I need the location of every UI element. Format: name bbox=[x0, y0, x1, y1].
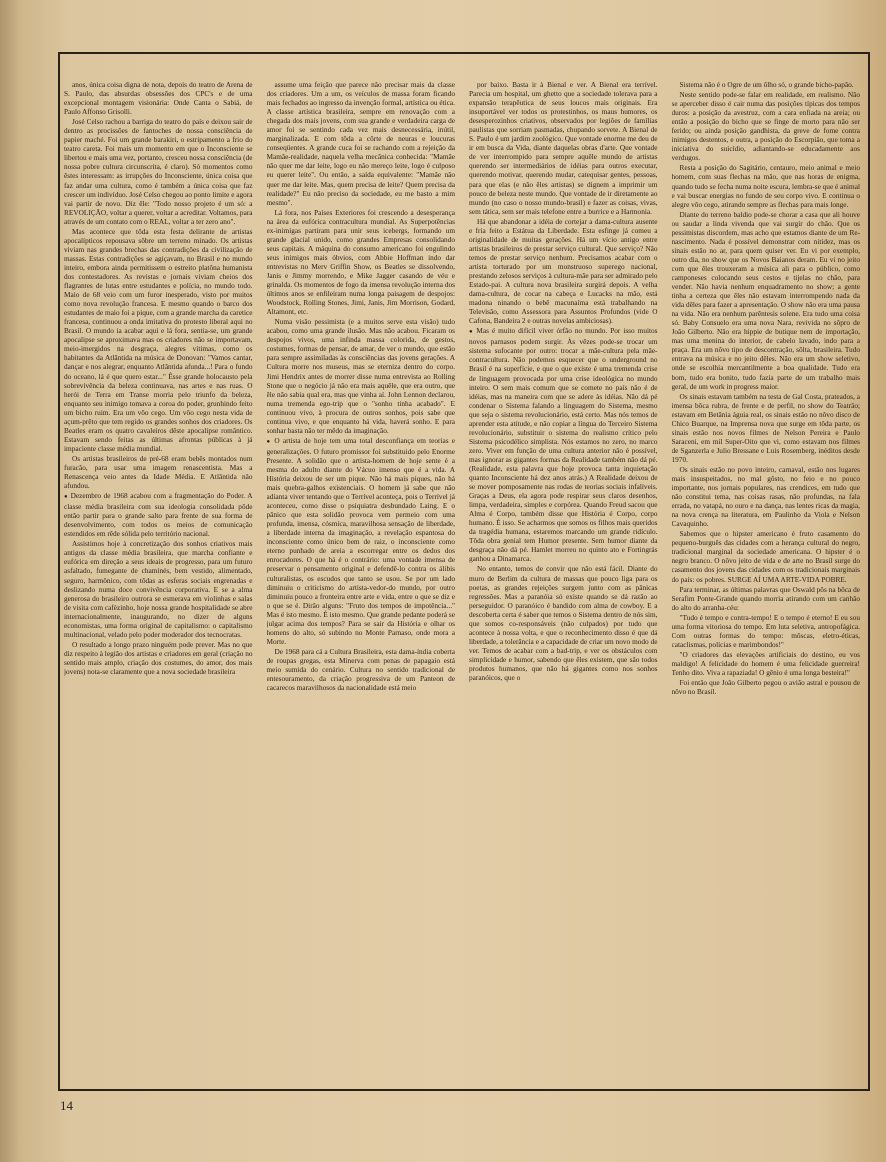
article-paragraph: Para terminar, as últimas palavras que Oswald pôs na bôca de Serafim Ponte-Grande quando morria atirando com um canhão do alto do arranha-céu: bbox=[671, 584, 860, 612]
article-paragraph: Diante do terreno baldio pode-se chorar a casa que ali houve ou saudar a linda vivenda que vai surgir do chão. Que os pessimistas discordem, mas acho que estamos diante de um Re-nascimento. Nada é possível demonstrar com nitidez, mas os sinais estão no ar, para quem quiser ver. Eu vi por exemplo, outro dia, no show que os Novos Baianos deram. Eu vi no jeito com que êles trouxeram a música ali para o público, como camponeses colocando seus cestos e tijelas no chão, para vender. Não havia nenhum enquadramento no show; a gente tinha a certeza que êles não estavam interrompendo nada da vida dêles para fazer a apresentação. O show não era uma pausa na vida. Não era nenhum parêntesis solene. Era tudo uma coisa só. Baby Consuelo era uma nova Nara, revivida no sôpro de João Gilberto. Não era hippie de butique nem de importação, mas uma menina do interior, de cabelo lavado, indo para a praça. Era um nôvo tipo de descontração, sôlta, brasileira. Tudo entrava na música e no jeito dêles. Não era um show seletivo, onde se escolhia mercantilmente a boa qualidade. Tudo era bom, tudo era bonito, tudo fazia parte de um trabalho mais geral, de um work in progress maior. bbox=[671, 209, 860, 391]
article-paragraph: Sabemos que o hipster americano é fruto casamento do pequeno-burguês das cidades com a herança cultural do negro, tradicional marginal da sociedade americana. O hipster é o negro branco. O nôvo jeito de vida e de arte no Brasil surge do casamento dos jovens das cidades com os tradicionais marginais do país: os pobres. SURGE AÍ UMA ARTE-VIDA POBRE. bbox=[671, 529, 860, 584]
article-paragraph: anos, única coisa digna de nota, depois do teatro de Arena de S. Paulo, das absurdas obsessões dos CPC's e de uma excepcional montagem visionária: Onde Canta o Sabiá, de Paulo Affonso Grisolli. bbox=[64, 80, 253, 117]
article-column-2 bbox=[267, 80, 456, 1080]
article-column-4 bbox=[672, 80, 861, 1080]
article-paragraph: ● Mas é muito difícil viver órfão no mundo. Por isso muitos novos parnasos podem surgir. Às vêzes pode-se trocar um sistema sufocante por outro: trocar a mãe-cultura pela mãe-contracultura. Não podemos esquecer que o underground no Brasil é na superfície, e que o que existe é uma tremenda crise de linguagem provocada por uma crise ideológica no mundo inteiro. O sem mais comum que se comete no país não é de idéias, mas na maneira com que se adere às idéias. Não dá pé condenar o Sistema falando a linguagem do Sistema, mesmo que seja o sistema revolucionário, está certo. Mas nós temos de aprender esta atitude, e não copiar a língua do Terceiro Sistema revolucionário, substituir o sistema do realismo crítico pelo Sistema psicodélico simplista. Nós estamos no zero, no marco zero. Viver em função de uma cultura anterior não é possível, mas ignorar as gigantes formas da Realidade também não dá pé. (Realidade, esta palavra que hoje provoca tanta inquietação quanto Inconsciente há dez anos atrás.) A Realidade deixou de se mover pomposamente nas rodas de teorias sociais infalíveis. Graças a Deus, ela agora pode respirar seus claros desenhos, limpa, verdadeira, simples e corpórea. Quando Freud sacou que Alma é Corpo, também disse que História é Corpo, corpo humano. É isso. Se acharmos que somos os filhos mais queridos da tragédia humana, estaremos marcando um grande ridículo. Tôda obra genial tem Humor presente. Sem humor diante da desgraça não dá pé. Hamlet morreu no quinto ato e Fortingrás ganhou a Dinamarca. bbox=[469, 326, 658, 563]
article-paragraph: Há que abandonar a idéia de cortejar a dama-cultura ausente e fria feito a Estátua da Liberdade. Esta esfinge já comeu a originalidade de muitas gerações. Há um vício antigo entre artistas brasileiros de prestar serviço cultural. Que serviço? Não temos de prestar serviço nenhum. Precisamos acabar com o artista torturado por um monstruoso superego nacional, prestando zelosos serviços à cultura-mãe para ser admirado pelo Estado-pai. A cultura nova brasileira surgirá depois. A velha dama-cultura, de cocar na cabeça e Lucacks na mão, está madona ninando o bebê macunaíma está trabalhando na Televisão, como Assessora para Assuntos Profundos (vide O Cafona, Bandeira 2 e outras novelas ambiciosas). bbox=[469, 216, 658, 326]
article-paragraph: Os sinais estão no povo inteiro, carnaval, estão nos lugares mais insuspeitados, no mal gôsto, no feio e no pouco importante, nos jornais populares, nas crendices, em tudo que não constitui tema, nas coisas rasas, não profundas, na fala errada, no vatapá, no ouro e na dança, nas lentes ricas da magia, na nova crença na literatura, em Paulinho da Viola e Nelson Cavaquinho. bbox=[671, 464, 860, 529]
article-paragraph: O resultado a longo prazo ninguém pode prever. Mas no que diz respeito à legião dos artistas e criadores em geral (criação no sentido mais amplo, criação dos costumes, do amor, dos mais jovens) nota-se claramente que a nova sociedade brasileira bbox=[64, 639, 253, 676]
article-paragraph: Os artistas brasileiros de pré-68 eram bebês montados num furacão, para usar uma imagem renascentista. Mas a Renascença veio antes da Idade Média. E Atlântida não afundou. bbox=[64, 453, 253, 491]
article-paragraph: "Tudo é tempo e contra-tempo! E o tempo é eterno! E eu sou uma forma vitoriosa do tempo. Em luta seletiva, antropofágica. Com outras formas do tempo: môscas, eletro-éticas, cataclismas, polícias e marimbondos!" bbox=[671, 612, 860, 649]
article-paragraph: Lá fora, nos Países Exteriores foi crescendo a desesperança na área da eufórica contracultura mundial. As Superpotências ex-inimigas partiram para unir seus icebergs, formando um grande glacial unido, como grandes Empresas consolidando seus capitais. A máquina do consumo americano foi engulindo seus inimigos mais óbvios, com Abbie Hoffman indo dar entrevistas no Merv Griffin Show, os Beatles se dissolvendo, Janis e Jimmy morrendo, e Mike Jagger casando de véu e grinalda. Os momentos de fogo da imensa revolução interna dos últimos anos se enfileiram numa longa paisagem de despojos: Woodstock, Rolling Stones, Jimi, Janis, Jim Morrison, Godard, Altamont, etc. bbox=[266, 207, 455, 317]
article-columns bbox=[64, 80, 860, 1080]
article-paragraph: Foi então que João Gilberto pegou o avião astral e pousou de nôvo no Brasil. bbox=[671, 678, 860, 697]
article-paragraph: Os sinais estavam também na testa de Gal Costa, prateados, a imensa bôca rubra, de frente e de perfil, no show do Teatrão; estavam em Betânia águia real, os sinais estão no nôvo disco de Chico Buarque, na Imprensa nova que surge em tôda parte, os sinais estão nos novos filmes de Nelson Pereira e Paulo Saraceni, em mil Super-Oito que vi, como estavam nos filmes de Sganzerla e Julio Bressane e Luis Rosemberg, inéditos desde 1970. bbox=[671, 391, 860, 464]
page-fold-shadow bbox=[0, 0, 20, 1162]
article-column-3 bbox=[469, 80, 658, 1080]
article-paragraph: "O criadores das elevações artificiais do destino, eu vos maldigo! A felicidade do homem é uma felicidade guerreira! Tenho dito. Viva a rapaziada! O gênio é uma longa besteira!" bbox=[671, 649, 860, 677]
article-column-1 bbox=[64, 80, 253, 1080]
article-paragraph: Assistimos hoje à concretização dos sonhos criativos mais antigos da classe média brasileira, que marcha confiante e eufórica em direção a seus ideais de progresso, para um futuro asfaltado, fumegante de chaminés, bem vestido, alimentado, seguro, harmônico, com tôdas as esferas sociais engrenadas e deslizando numa doce convivência corporativa. E se a alma generosa do brasileiro outrora se esmerava em violinhas e salas de visita com cafèzinho, hoje nossa grande hospitalidade se abre internacionalmente, inaugurando, no dizer de alguns economistas, uma forma original de capitalismo: o capitalismo multinacional, velado pelo poder moderador dos tecnocratas. bbox=[64, 539, 253, 639]
article-paragraph: Sistema não é o Ogre de um ôlho só, o grande bicho-papão. bbox=[679, 80, 854, 89]
page-number: 14 bbox=[60, 1098, 73, 1113]
article-paragraph: José Celso rachou a barriga do teatro do país e deixou sair de dentro as procissões de fantoches de nossa consciência de papier maché. Foi um grande barakiri, o estripamento a frio do teatro careta. Foi mais um momento em que o Inconsciente se libertou e mais uma vez, portanto, cresceu nossa consciência (de nossa pobre cultura circunscrita, é claro). Só momentos como êstes interessam: as irrupções do Inconsciente, única coisa que faz andar uma cultura, como é também a única coisa que faz crescer um indivíduo. José Celso chegou ao ponto limite e agora vai partir de novo. Diz êle: "Todo nosso projeto é um só: a REVOLIÇÃO, voltar a querer, voltar a acreditar. Voltamos, para através de um contato com o REAL, voltar a ter zero ano". bbox=[64, 117, 253, 226]
article-paragraph: Neste sentido pode-se falar em realidade, em realismo. Não se aperceber disso é cair numa das posições típicas dos tempos duros: a posição da avestruz, com a cara enfiada na areia; ou então a posição do bicho que se finge de morto para não ser ferido; ou ainda posição gandhista, da greve de fome contra inimigos destentos, e outra, a posição do Escorpião, que toma a iniciativa do suicídio, adiantando-se educadamente aos verdugos. bbox=[671, 90, 860, 163]
article-paragraph: Resta a posição do Sagitário, centauro, meio animal e meio homem, com suas flechas na mão, que nas horas de enigma, quando tudo se fecha numa noite escura, lembra-se que é animal e vai buscar energias no fundo de seu corpo vivo. E continua o alegre vôo cego, atirando sempre as flechas para mais longe. bbox=[671, 163, 860, 209]
article-paragraph: No entanto, temos de convir que não está fácil. Diante do muro de Berlim da cultura de massas que pouco liga para os poetas, as grandes rejeições surgem junto com as pânicas regressões. Mas a paranóia só existe quando se dá razão ao perseguidor. O paranóico é bandido com alma de cowboy. E a descoberta certa é saber que temos o Sistema dentro de nós sim, que somos co-responsáveis (não culpados) por tudo que acontece à nossa volta, e que o reconhecimento disso é que dá liberdade, a tolerância e a capacidade de criar um novo modo de ver. Temos de acabar com a bad-trip, e ver os obstáculos com simplicidade e humor, sabendo que êles existem, que são todos produtos humanos, que não há gigantes como nos sonhos paranóicos, que o bbox=[469, 564, 658, 683]
article-paragraph: De 1968 para cá a Cultura Brasileira, esta dama-índia coberta de roupas gregas, esta Minerva com penas de papagaio está meio sumida do cenário. Cultura no sentido tradicional de entesouramento, da criação progressiva de um Panteon de cacarecos maravilhosos da nacionalidade está meio bbox=[266, 646, 455, 693]
article-paragraph: por baixo. Basta ir à Bienal e ver. A Bienal era terrível. Parecia um hospital, um ghetto que a sociedade tolerava para a expansão terapêutica de seus loucos mais originais. Era insuportável ver todos os protestinhos, os maus humores, os desesperozinhos criativos, observados por legiões de famílias paulistas que sorriam pasmadas, chupando sorvete. A Bienal de S. Paulo é um jardim zoológico. Que vontade enorme me deu de ir em busca da Vida, diante daquelas obras d'arte. Que vontade de ver interrompido para sempre aquêle mundo de artistas querendo ser intermediários de idéias para outros executar, querendo motivar, querendo mudar, catequisar gentes, pessoas, para que elas (e não êles artistas) se dignem a imprimir um pouco de beleza neste mundo. Que vontade de ir diretamente ao mundo (no caso o nosso mundo-brasil) e fazer as coisas, vivas, sem tática, sem ser mais telefone entre a burrice e a Harmonia. bbox=[469, 80, 658, 216]
article-paragraph: ● Dezembro de 1968 acabou com a fragmentação do Poder. A classe média brasileira com sua ideologia consolidada pôde então partir para o grande salto para frente de sua forma de desenvolvimento, com todos os meios de comunicação estendidos em rêde sólida pelo território nacional. bbox=[64, 491, 253, 538]
article-paragraph: assume uma feição que parece não precisar mais da classe dos criadores. Um a um, os veículos de massa foram ficando mais fechados ao ingresso da invenção formal, artística ou ética. A classe artística brasileira, sempre em renovação com a chegada dos mais jovens, com sua grande e verdadeira carga de amor foi se sentindo cada vez mais desnecessária, inútil, marginalizada. E com tôda a côrte de neuras e loucuras conseqüentes. A grande cuca foi se rachando com a rejeição da Mamãe-realidade, naquela velha mecânica conhecida: "Mamãe não quer me dar leite, logo eu não mereço leite, logo é culposo eu querer leite". Ou então, a saída equivalente: "Mamãe não quer me dar leite. Mas, quem precisa de leite? Quem precisa da realidade?" Eu não preciso da sociedade, eu me basto a mim mesmo". bbox=[266, 80, 455, 207]
article-paragraph: ● O artista de hoje tem uma total desconfiança em teorias e generalizações. O futuro promissor foi substituido pelo Enorme Presente. A solidão que o artista-homem de hoje sente é a mesma do adulto diante do Vácuo imenso que é a vida. A História deixou de ser um pique. Não há mais piques, não há mais quebra-galhos existenciais. O homem já sabe que não adianta viver tentando que o Terrível aconteça, pois o Terrível já aconteceu, como disse o psiquiatra desbundado Laing. E o pânico que esta solidão provoca vem permeio com uma profunda, imensa, cósmica, maravilhosa sensação de liberdade, a liberdade interna da imaginação, a revelação espantosa do inconsciente como único bem de raiz, o inconsciente como eterno punhado de areia a escorregar entre os dedos dos enrocadores. O que há é o contrário: uma vontade imensa de preservar o pensamento original e defendê-lo contra os álibis culturalistas, os escudos que tanto se usou. Se por um lado diminuiu o criticismo do artista-vedor-do mundo, por outro diminuiu pouco a fronteira entre arte e vida, entre o que se diz e o que se é. Dirão alguns: "Fruto dos tempos de impotência..." Mas é isto mesmo. É isto mesmo. Que grande pedante poderá se julgar acima dos tempos? Para se sair da História e olhar os homens do alto, só subindo no Monte Parnaso, onde mora a Morte. bbox=[267, 436, 456, 646]
article-paragraph: Mas acontece que tôda esta festa delirante de artistas apocalípticos repousava sôbre um terreno minado. Os artistas viviam nas grandes brechas das contradições da civilização de massas. Estas contradições se agiçavam, no Brasil e no mundo inteiro, embora ainda permitissem o estreito platôna humanista dos contestadores. As revistas e jornais viviam cheios dos flagrantes de lutas entre estudantes e polícia, no mundo todo. Maio de 68 veio com um furor inesperado, visto por muitos como nova revolução francesa. E mesmo quando o barco dos estudantes de maio foi a pique, com a grande marcha da caretice francesa, continuou a onda imitativa do protesto liberal aqui no Brasil. O mundo ia acabar aqui e lá fora, sentia-se, um grande apocalipse se aproximava mas os criadores não se importavam, meio-imergidos na desgraça, alegres vítimas, como os habitantes da Atlântida na música de Donovan: "Vamos cantar, dançar e nos alegrar, enquanto Atlântida afunda...! Para o fundo do oceano, lá é que quero estar..." Êsse grande holocausto pela sobrevivência da beleza continuava, nas artes e nas ruas. O herói de Terra em Transe morria pelo triunfo da beleza, enquanto seu inimigo tomava a coroa do poder, grunhindo feito um bicho ruim. Era um vôo cego. Um vôo cego nesta vida de açum-prêto que tem regido os grandes sonhos dos criadores. Os Beatles eram os quatro cavaleiros dêste apocalipse romântico. Estavam sendo feitas as últimas afrontas públicas à já impaciente classe média mundial. bbox=[64, 226, 253, 453]
article-paragraph: Numa visão pessimista (e a muitos serve esta visão) tudo acabou, como uma grande ilusão. Mas não acabou. Ficaram os despojos vivos, uma infinda massa colorida, de gestos, costumes, formas de pensar, de amar, de ver o mundo, que estão para sempre assimiladas às consciências das jovens gerações. A Cultura morre nos museus, mas se eterniza dentro do corpo. Jimi Hendrix antes de morrer disse numa entrevista ao Rolling Stone que o negócio já não era mais aquêle, que era outro, que êle não sabia qual era, mas que vinha aí. John Lennon declarou, numa tremenda ego-trip que o "sonho tinha acabado". E continuou vivo, à procura de outros sonhos, pois sabe que continua vivo, e que enquanto há vida, haverá sonho. E para sonhar basta não ter mêdo da imaginação. bbox=[266, 317, 455, 435]
